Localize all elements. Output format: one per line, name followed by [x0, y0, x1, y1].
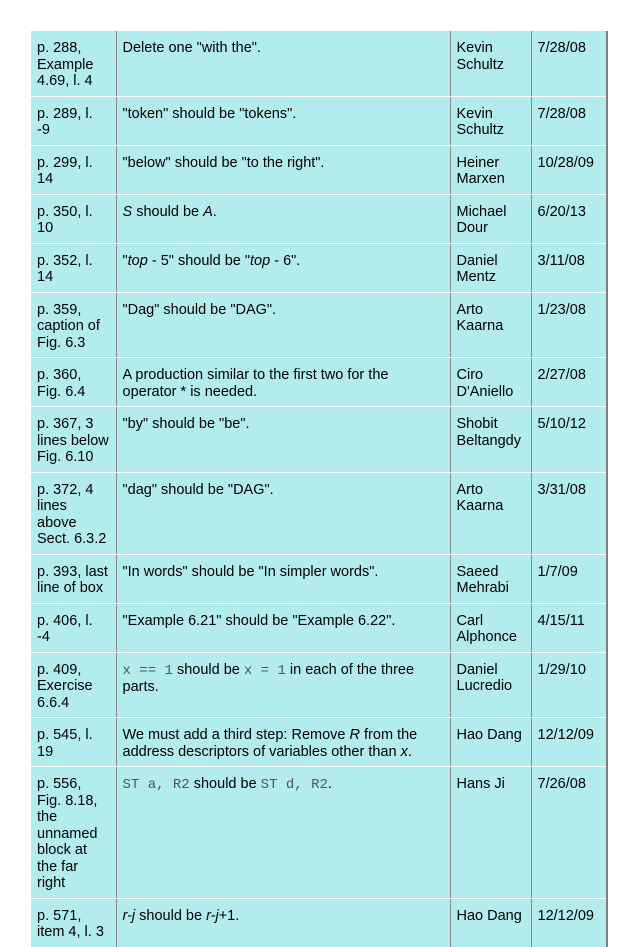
text-fragment: " — [122, 252, 128, 269]
text-fragment: "Example 6.21" should be "Example 6.22". — [122, 612, 396, 629]
text-fragment: should be — [132, 203, 204, 220]
text-fragment: - 5" should be " — [147, 252, 251, 269]
errata-row — [31, 652, 607, 718]
errata-row — [31, 358, 607, 407]
correction-cell — [116, 194, 450, 243]
location-cell: p. 289, l. -9 — [31, 96, 116, 145]
errata-row — [31, 145, 607, 194]
text-fragment: "below" should be "to the right". — [122, 154, 325, 171]
correction-cell — [116, 767, 450, 899]
location-cell: p. 372, 4 lines above Sect. 6.3.2 — [31, 472, 116, 554]
code-fragment: x == 1 — [122, 662, 173, 679]
date-cell: 12/12/09 — [531, 718, 607, 767]
italic-fragment: R — [349, 727, 360, 743]
location-cell: p. 393, last line of box — [31, 554, 116, 603]
reporter-cell: Ciro D'Aniello — [450, 358, 531, 407]
text-fragment: "by" should be "be". — [122, 416, 250, 432]
text-fragment: Delete one "with the". — [122, 40, 261, 56]
correction-cell — [116, 652, 450, 718]
text-fragment: "Dag" should be "DAG". — [122, 301, 277, 318]
correction-cell — [116, 603, 450, 652]
text-fragment: should be — [135, 907, 207, 924]
text-fragment: "In words" should be "In simpler words". — [122, 563, 379, 580]
errata-row — [31, 292, 607, 358]
errata-table — [31, 31, 608, 947]
errata-row — [31, 194, 607, 243]
text-fragment: +1. — [218, 907, 240, 924]
location-cell: p. 367, 3 lines below Fig. 6.10 — [31, 407, 116, 473]
errata-row — [31, 898, 607, 947]
code-fragment: ST d, R2 — [260, 777, 328, 793]
correction-cell — [116, 718, 450, 767]
text-fragment: in each of the three parts. — [122, 661, 415, 695]
date-cell: 1/29/10 — [531, 652, 607, 718]
italic-fragment: top — [127, 252, 148, 269]
errata-row — [31, 554, 607, 603]
reporter-cell: Hao Dang — [450, 718, 531, 767]
correction-cell — [116, 358, 450, 407]
reporter-cell: Daniel Mentz — [450, 243, 531, 292]
text-fragment: should be — [172, 661, 244, 678]
correction-cell — [116, 145, 450, 194]
correction-cell — [116, 898, 450, 947]
location-cell: p. 299, l. 14 — [31, 145, 116, 194]
text-fragment: "dag" should be "DAG". — [122, 481, 274, 498]
correction-cell — [116, 554, 450, 603]
location-cell: p. 406, l. -4 — [31, 603, 116, 652]
code-fragment: ST a, R2 — [122, 777, 190, 793]
reporter-cell: Arto Kaarna — [450, 292, 531, 358]
text-fragment: - 6". — [270, 252, 301, 269]
errata-row — [31, 243, 607, 292]
italic-fragment: A — [203, 203, 213, 220]
reporter-cell: Hans Ji — [450, 767, 531, 899]
location-cell: p. 352, l. 14 — [31, 243, 116, 292]
date-cell: 1/23/08 — [531, 292, 607, 358]
location-cell: p. 556, Fig. 8.18, the unnamed block at the far right — [31, 767, 116, 899]
text-fragment: . — [407, 743, 412, 760]
italic-fragment: r-j — [122, 907, 136, 924]
date-cell: 3/11/08 — [531, 243, 607, 292]
correction-cell — [116, 243, 450, 292]
correction-cell — [116, 96, 450, 145]
reporter-cell: Daniel Lucredio — [450, 652, 531, 718]
text-fragment: A production similar to the first two for the operator * is needed. — [122, 367, 389, 400]
italic-fragment: top — [250, 252, 271, 269]
date-cell: 7/28/08 — [531, 96, 607, 145]
date-cell: 5/10/12 — [531, 407, 607, 473]
date-cell: 4/15/11 — [531, 603, 607, 652]
reporter-cell: Carl Alphonce — [450, 603, 531, 652]
errata-row — [31, 407, 607, 473]
date-cell: 7/28/08 — [531, 31, 607, 96]
reporter-cell: Kevin Schultz — [450, 31, 531, 96]
date-cell: 10/28/09 — [531, 145, 607, 194]
correction-cell — [116, 407, 450, 473]
code-fragment: x = 1 — [243, 662, 286, 679]
reporter-cell: Kevin Schultz — [450, 96, 531, 145]
text-fragment: We must add a third step: Remove — [122, 727, 350, 743]
reporter-cell: Arto Kaarna — [450, 472, 531, 554]
correction-cell — [116, 31, 450, 96]
location-cell: p. 350, l. 10 — [31, 194, 116, 243]
date-cell: 6/20/13 — [531, 194, 607, 243]
text-fragment: should be — [189, 776, 261, 792]
correction-cell — [116, 292, 450, 358]
errata-row — [31, 31, 607, 96]
date-cell: 2/27/08 — [531, 358, 607, 407]
location-cell: p. 288, Example 4.69, l. 4 — [31, 31, 116, 96]
errata-row — [31, 96, 607, 145]
text-fragment: . — [212, 203, 217, 220]
reporter-cell: Michael Dour — [450, 194, 531, 243]
location-cell: p. 360, Fig. 6.4 — [31, 358, 116, 407]
italic-fragment: S — [122, 203, 133, 220]
location-cell: p. 409, Exercise 6.6.4 — [31, 652, 116, 718]
italic-fragment: x — [400, 743, 408, 760]
errata-row — [31, 472, 607, 554]
correction-cell — [116, 472, 450, 554]
location-cell: p. 359, caption of Fig. 6.3 — [31, 292, 116, 358]
reporter-cell: Saeed Mehrabi — [450, 554, 531, 603]
date-cell: 3/31/08 — [531, 472, 607, 554]
errata-body — [31, 31, 607, 947]
reporter-cell: Heiner Marxen — [450, 145, 531, 194]
errata-row — [31, 767, 607, 899]
location-cell: p. 545, l. 19 — [31, 718, 116, 767]
text-fragment: "token" should be "tokens". — [122, 105, 297, 122]
errata-row — [31, 603, 607, 652]
text-fragment: . — [327, 776, 332, 792]
text-fragment: from the address descriptors of variables other than — [122, 727, 418, 760]
errata-row — [31, 718, 607, 767]
reporter-cell: Shobit Beltangdy — [450, 407, 531, 473]
date-cell: 7/26/08 — [531, 767, 607, 899]
location-cell: p. 571, item 4, l. 3 — [31, 898, 116, 947]
italic-fragment: r-j — [206, 907, 219, 924]
date-cell: 12/12/09 — [531, 898, 607, 947]
date-cell: 1/7/09 — [531, 554, 607, 603]
reporter-cell: Hao Dang — [450, 898, 531, 947]
